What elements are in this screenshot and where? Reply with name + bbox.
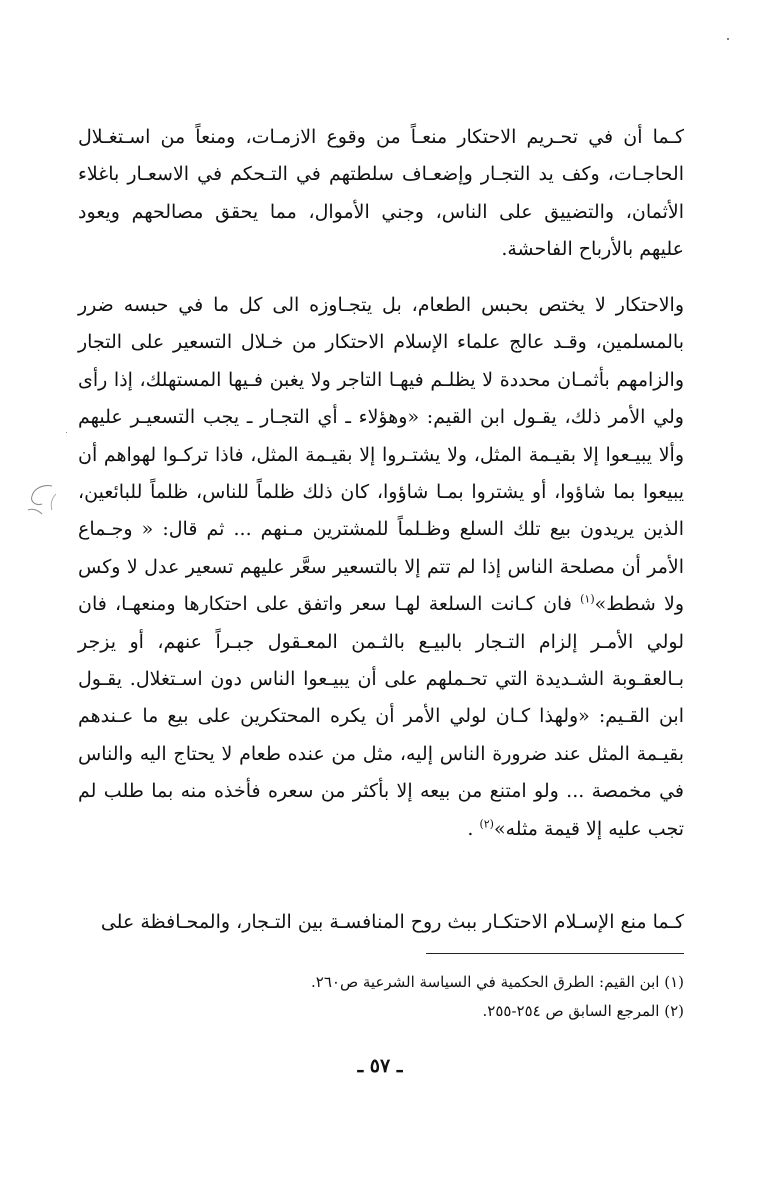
paragraph-2 bbox=[78, 287, 684, 848]
footnote-separator bbox=[426, 953, 684, 954]
paragraph-1: كـما أن في تحـريم الاحتكار منعـاً من وقوع الازمـات، ومنعاً من اسـتغـلال الحاجـات، وكف يد التجـار وإضعـاف سلطتهم في التـحكم في الاسعـار باغلاء الأثمان، والتضييق على الناس، وجني الأموال، مما يحقق مصالحهم ويعود عليهم بالأرباح الفاحشة. bbox=[78, 126, 684, 261]
footnote-2: (٢) المرجع السابق ص ٢٥٤-٢٥٥. bbox=[482, 1002, 684, 1020]
page-number: ـ ٥٧ ـ bbox=[357, 1055, 403, 1077]
paragraph-2-part-3: . bbox=[467, 817, 480, 840]
footnote-reference-1: (١) bbox=[580, 592, 595, 606]
margin-scribble-icon bbox=[22, 480, 58, 520]
paragraph-3: كـما منع الإسـلام الاحتكـار ببث روح المنافسـة بين التـجار، والمحـافظة على bbox=[100, 911, 684, 933]
scan-speck bbox=[727, 38, 729, 40]
paragraph-2-part-2: فان كـانت السلعة لهـا سعر واتفق على احتكارها ومنعهـا، فان لولي الأمـر إلزام التـجار بالبيـع بالثـمن المعـقول جبـراً عنهم، أو يزجر بـالعقـوبة الشـديدة التي تحـملهم على أن يبيـعوا الناس دون اسـتغلال. يقـول ابن القـيم: «ولهذا كـان لولي الأمر أن يكره المحتكرين على بيع ما عـندهم بقيـمة المثل عند ضرورة الناس إليه، مثل من عنده طعام لا يحتاج اليه والناس في مخمصة ... ولو امتنع من بيعه إلا بأكثر من سعره فأخذه منه بما طلب لم تجب عليه إلا قيمة مثله» bbox=[78, 593, 684, 840]
scan-speck bbox=[66, 432, 67, 433]
footnotes bbox=[78, 968, 684, 1026]
paragraph-2-part-1: والاحتكار لا يختص بحبس الطعام، بل يتجـاوزه الى كل ما في حبسه ضرر بالمسلمين، وقـد عالج علماء الإسلام الاحتكار من خـلال التسعير على التجار والزامهم بأثمـان محددة لا يظلـم فيهـا التاجر ولا يغبن فـيها المستهلك، إذا رأى ولي الأمر ذلك، يقـول ابن القيم: «وهؤلاء ـ أي التجـار ـ يجب التسعيـر عليهم وألا يبيـعوا إلا بقيـمة المثل، ولا يشتـروا إلا بقيـمة المثل، فاذا تركـوا لهواهم أن يبيعوا بما شاؤوا، أو يشتروا بمـا شاؤوا، كان ذلك ظلماً للناس، ظلماً للبائعين، الذين يريدون بيع تلك السلع وظـلماً للمشترين مـنهم ... ثم قال: « وجـماع الأمر أن مصلحة الناس إذا لم تتم إلا بالتسعير سعَّر عليهم تسعير عدل لا وكس ولا شطط» bbox=[78, 294, 684, 616]
footnote-1: (١) ابن القيم: الطرق الحكمية في السياسة الشرعية ص٢٦٠. bbox=[311, 973, 684, 991]
footnote-reference-2: (٢) bbox=[479, 817, 494, 831]
